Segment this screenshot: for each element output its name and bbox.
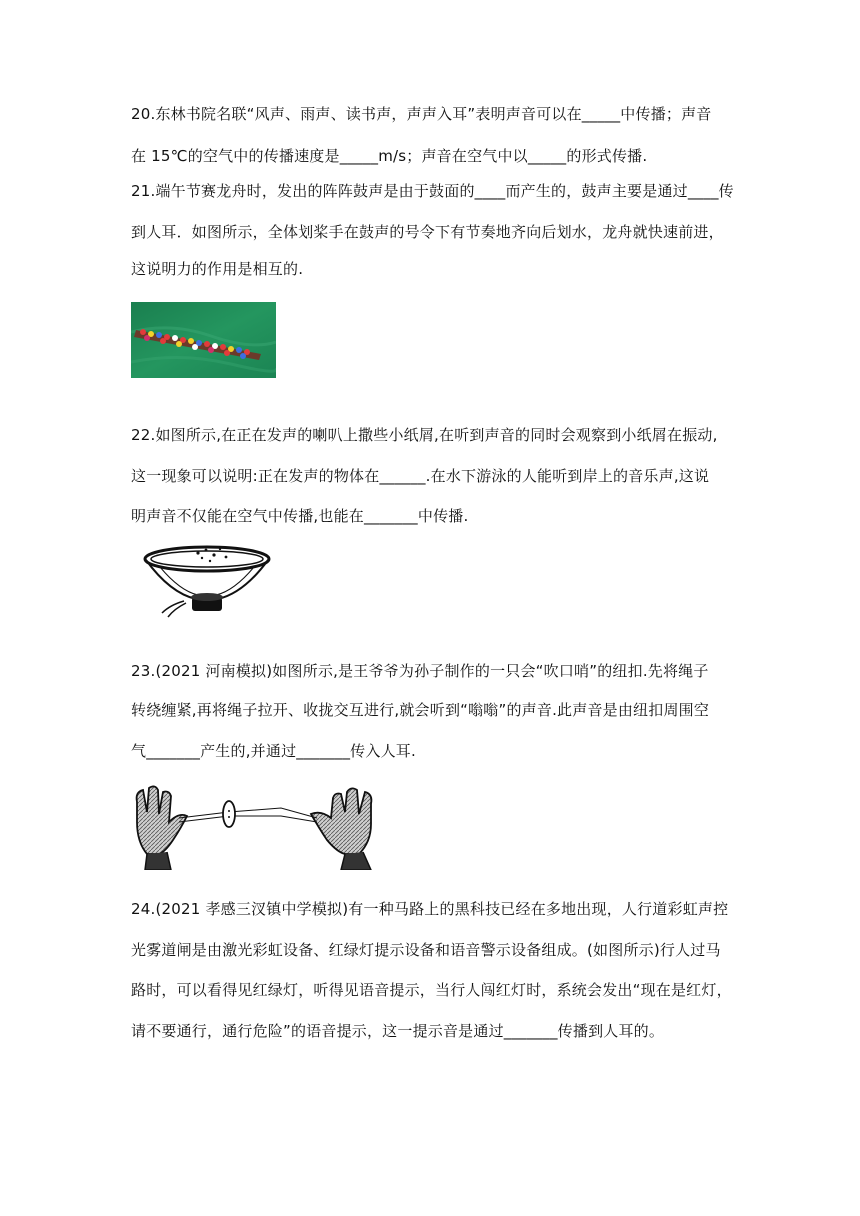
dragon-boat-illustration — [131, 302, 276, 378]
q23-line-1: 23.(2021 河南模拟)如图所示,是王爷爷为孙子制作的一只会“吹口哨”的纽扣.先将绳子 — [131, 662, 709, 680]
speaker-illustration — [140, 543, 275, 620]
q21-line-2: 到人耳．如图所示，全体划桨手在鼓声的号令下有节奏地齐向后划水，龙舟就快速前进， — [131, 223, 724, 241]
q21-line-3: 这说明力的作用是相互的. — [131, 260, 304, 278]
dragon-boat-photo — [131, 302, 276, 378]
q22-line-1: 22.如图所示,在正在发声的喇叭上撒些小纸屑,在听到声音的同时会观察到小纸屑在振动, — [131, 426, 718, 444]
q22-line-3: 明声音不仅能在空气中传播,也能在_______中传播. — [131, 507, 469, 525]
hands-button-illustration — [131, 782, 378, 870]
q22-line-2: 这一现象可以说明:正在发声的物体在______.在水下游泳的人能听到岸上的音乐声,这说 — [131, 467, 710, 485]
q24-line-1: 24.(2021 孝感三汊镇中学模拟)有一种马路上的黑科技已经在多地出现，人行道彩虹声控 — [131, 900, 729, 918]
q24-line-3: 路时，可以看得见红绿灯，听得见语音提示，当行人闯红灯时，系统会发出“现在是红灯， — [131, 981, 732, 999]
q20-line-2: 在 15℃的空气中的传播速度是_____m/s；声音在空气中以_____的形式传播. — [131, 147, 648, 165]
q21-line-1: 21.端午节赛龙舟时，发出的阵阵鼓声是由于鼓面的____而产生的，鼓声主要是通过____传 — [131, 182, 734, 200]
button-whistle-figure — [131, 782, 378, 870]
q23-line-2: 转绕缠紧,再将绳子拉开、收拢交互进行,就会听到“嗡嗡”的声音.此声音是由纽扣周围空 — [131, 701, 710, 719]
q24-line-4: 请不要通行，通行危险”的语音提示，这一提示音是通过_______传播到人耳的。 — [131, 1022, 665, 1040]
speaker-figure — [140, 543, 275, 620]
q20-line-1: 20.东林书院名联“风声、雨声、读书声，声声入耳”表明声音可以在_____中传播；声音 — [131, 105, 712, 123]
q24-line-2: 光雾道闸是由激光彩虹设备、红绿灯提示设备和语音警示设备组成。(如图所示)行人过马 — [131, 941, 721, 959]
q23-line-3: 气_______产生的,并通过_______传入人耳. — [131, 742, 416, 760]
